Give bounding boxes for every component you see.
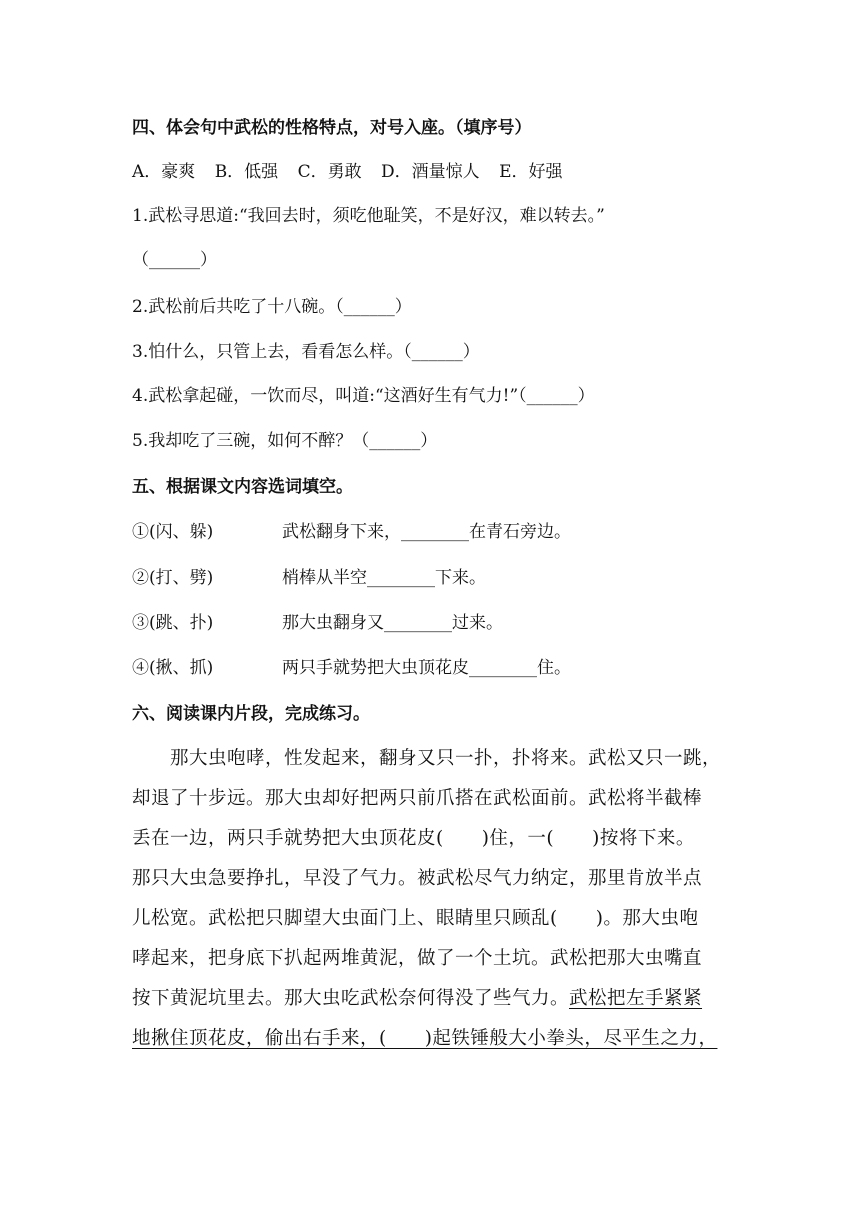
fill-item-3 — [132, 611, 503, 635]
choice-c: C．勇敢 — [297, 162, 362, 182]
fill-item-4 — [132, 656, 571, 680]
fill-item-2-sentence: 梢棒从半空________下来。 — [282, 568, 486, 588]
question-4: 4.武松拿起碰，一饮而尽，叫道:“这酒好生有气力!”（______） — [132, 386, 595, 406]
passage-line: 哮起来，把身底下扒起两堆黄泥，做了一个土坑。武松把那大虫嘴直 — [132, 948, 703, 969]
fill-item-2-words: ②(打、劈) — [132, 568, 214, 588]
underlined-sentence-start: 武松把左手紧紧 — [569, 988, 703, 1009]
passage-line: 却退了十步远。那大虫却好把两只前爪搭在武松面前。武松将半截棒 — [132, 788, 703, 809]
fill-item-3-sentence: 那大虫翻身又________过来。 — [282, 613, 503, 633]
choice-b: B．低强 — [214, 162, 279, 182]
section-6-heading: 六、阅读课内片段，完成练习。 — [132, 704, 370, 724]
fill-item-2 — [132, 566, 486, 590]
choice-options — [132, 160, 576, 184]
choice-a: A．豪爽 — [132, 162, 196, 182]
section-4-heading: 四、体会句中武松的性格特点，对号入座。（填序号） — [132, 118, 532, 138]
passage-line — [132, 1019, 732, 1059]
fill-item-4-words: ④(揪、抓) — [132, 658, 214, 678]
fill-item-4-sentence: 两只手就势把大虫顶花皮________住。 — [282, 658, 571, 678]
section-5-heading: 五、根据课文内容选词填空。 — [132, 477, 353, 497]
fill-item-1-sentence: 武松翻身下来，________在青石旁边。 — [282, 522, 571, 542]
passage-line-7-plain: 按下黄泥坑里去。那大虫吃武松奈何得没了些气力。 — [132, 988, 570, 1009]
question-1-blank[interactable]: （______） — [132, 250, 217, 270]
choice-e: E．好强 — [499, 162, 563, 182]
fill-item-3-words: ③(跳、扑) — [132, 613, 214, 633]
underlined-sentence-end: 地揪住顶花皮，偷出右手来，( )起铁锤般大小拳头，尽平生之力， — [132, 1028, 718, 1049]
question-3: 3.怕什么，只管上去，看看怎么样。（______） — [132, 342, 480, 362]
passage-line: 那大虫咆哮，性发起来，翻身又只一扑，扑将来。武松又只一跳， — [132, 748, 722, 769]
fill-item-1-words: ①(闪、躲) — [132, 522, 214, 542]
choice-d: D．酒量惊人 — [381, 162, 480, 182]
question-1: 1.武松寻思道:“我回去时，须吃他耻笑，不是好汉，难以转去。” — [132, 206, 605, 226]
reading-passage — [132, 739, 732, 1059]
passage-line: 丢在一边，两只手就势把大虫顶花皮( )住，一( )按将下来。 — [132, 828, 695, 849]
passage-line: 那只大虫急要挣扎，早没了气力。被武松尽气力纳定，那里肯放半点 — [132, 868, 703, 889]
question-5: 5.我却吃了三碗，如何不醉？（______） — [132, 431, 438, 451]
question-2: 2.武松前后共吃了十八碗。（______） — [132, 297, 412, 317]
passage-line — [132, 979, 732, 1019]
fill-item-1 — [132, 520, 571, 544]
passage-line: 儿松宽。武松把只脚望大虫面门上、眼睛里只顾乱( )。那大虫咆 — [132, 908, 699, 929]
